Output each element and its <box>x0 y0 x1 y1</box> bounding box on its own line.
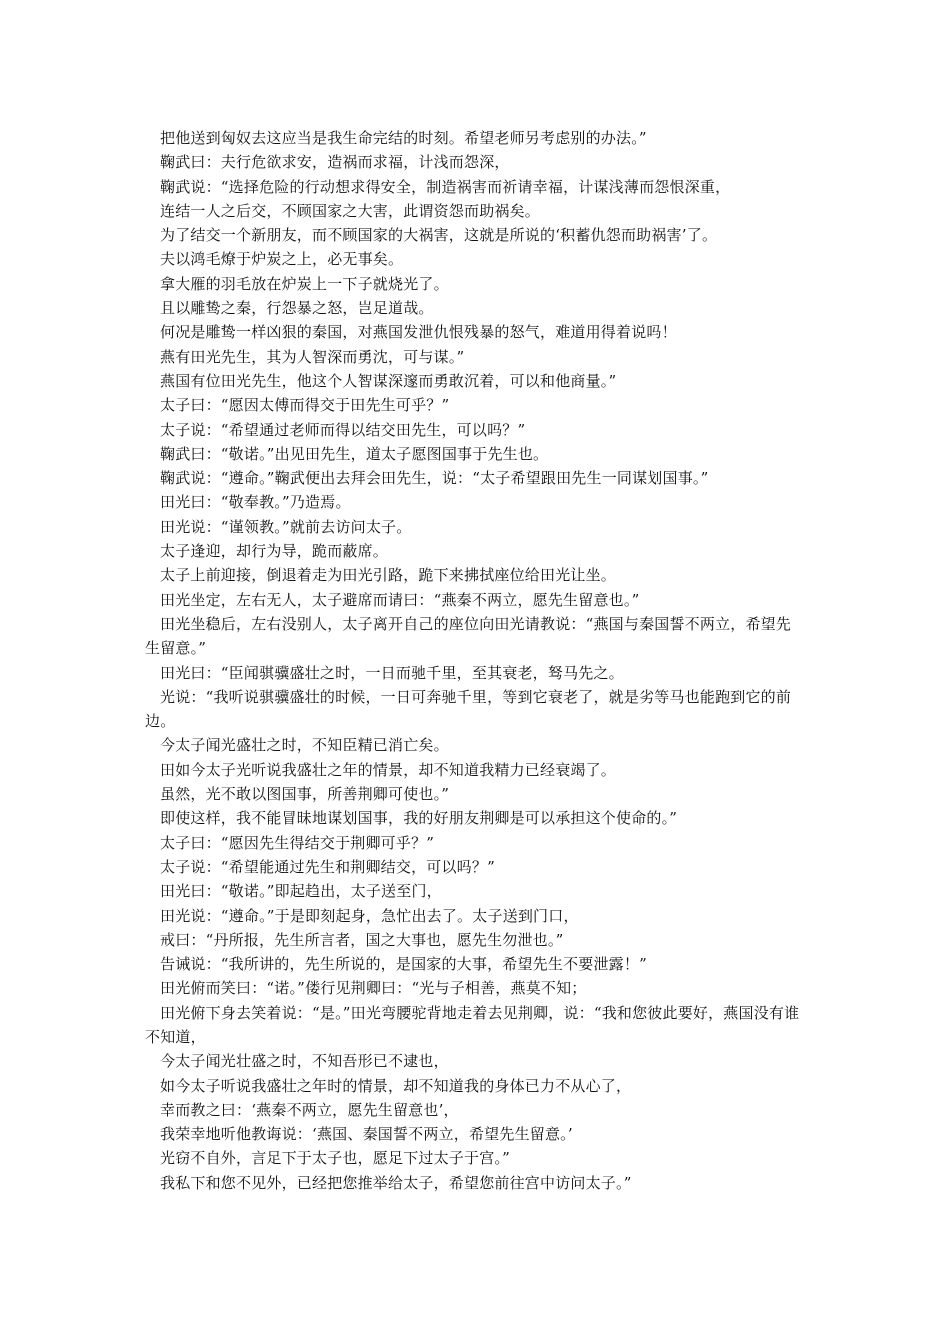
text-line: 太子说：“希望能通过先生和荆卿结交，可以吗？” <box>160 857 495 876</box>
text-line: 幸而教之曰：‘燕秦不两立，愿先生留意也’， <box>160 1100 459 1119</box>
text-line: 今太子闻光壮盛之时，不知吾形已不逮也， <box>160 1052 449 1071</box>
text-line: 我私下和您不见外，已经把您推举给太子，希望您前往宫中访问太子。” <box>160 1173 632 1192</box>
text-line: 田如今太子光听说我盛壮之年的情景，却不知道我精力已经衰竭了。 <box>160 760 617 779</box>
text-line: 把他送到匈奴去这应当是我生命完结的时刻。希望老师另考虑别的办法。” <box>160 129 647 147</box>
text-line: 何况是雕鸷一样凶狠的秦国，对燕国发泄仇恨残暴的怒气，难道用得着说吗！ <box>160 323 677 342</box>
text-line: 田光坐定，左右无人，太子避席而请曰：“燕秦不两立，愿先生留意也。” <box>160 590 640 609</box>
text-line: 鞠武曰：夫行危欲求安，造祸而求福，计浅而怨深， <box>160 153 510 172</box>
text-line: 鞠武曰：“敬诺。”出见田先生，道太子愿图国事于先生也。 <box>160 444 549 463</box>
text-line: 田光曰：“敬奉教。”乃造焉。 <box>160 493 351 512</box>
text-line: 告诫说：“我所讲的，先生所说的，是国家的大事，希望先生不要泄露！” <box>160 955 647 974</box>
text-line: 虽然，光不敢以图国事，所善荆卿可使也。” <box>160 785 450 804</box>
text-line: 光窃不自外，言足下于太子也，愿足下过太子于宫。” <box>160 1149 510 1168</box>
text-line: 燕有田光先生，其为人智深而勇沈，可与谋。” <box>160 347 465 366</box>
text-line: 田光俯而笑曰：“诺。”偻行见荆卿曰：“光与子相善，燕莫不知； <box>160 979 587 998</box>
text-line: 为了结交一个新朋友，而不顾国家的大祸害，这就是所说的‘积蓄仇怨而助祸害’了。 <box>160 226 718 245</box>
text-line: 田光坐稳后，左右没别人，太子离开自己的座位向田光请教说：“燕国与秦国誓不两立，希望先生留意。” <box>145 614 792 658</box>
text-line: 我荣幸地听他教诲说：‘燕国、秦国誓不两立，希望先生留意。’ <box>160 1125 573 1144</box>
text-line: 夫以鸿毛燎于炉炭之上，必无事矣。 <box>160 250 404 269</box>
text-line: 且以雕鸷之秦，行怨暴之怒，岂足道哉。 <box>160 299 434 318</box>
text-line: 田光俯下身去笑着说：“是。”田光弯腰驼背地走着去见荆卿，说：“我和您彼此要好，燕国没有谁不知道， <box>145 1003 800 1046</box>
document-body <box>145 126 805 1195</box>
text-line: 太子逢迎，却行为导，跪而蔽席。 <box>160 542 389 561</box>
text-line: 太子上前迎接，倒退着走为田光引路，跪下来拂拭座位给田光让坐。 <box>160 566 617 585</box>
text-line: 田光曰：“臣闻骐骥盛壮之时，一日而驰千里，至其衰老，驽马先之。 <box>160 663 624 682</box>
text-line: 田光说：“谨领教。”就前去访问太子。 <box>160 517 412 536</box>
text-line: 连结一人之后交，不顾国家之大害，此谓资怨而助祸矣。 <box>160 201 541 220</box>
text-line: 燕国有位田光先生，他这个人智谋深邃而勇敢沉着，可以和他商量。” <box>160 371 617 390</box>
text-line: 太子曰：“愿因先生得结交于荆卿可乎？” <box>160 833 435 852</box>
text-line: 田光曰：“敬诺。”即起趋出，太子送至门， <box>160 882 442 901</box>
text-line: 即使这样，我不能冒昧地谋划国事，我的好朋友荆卿是可以承担这个使命的。” <box>160 809 678 828</box>
text-line: 鞠武说：“遵命。”鞠武便出去拜会田先生，说：“太子希望跟田先生一同谋划国事。” <box>160 469 709 488</box>
text-line: 田光说：“遵命。”于是即刻起身，急忙出去了。太子送到门口， <box>160 906 579 925</box>
text-line: 光说：“我听说骐骥盛壮的时候，一日可奔驰千里，等到它衰老了，就是劣等马也能跑到它的前边。 <box>145 687 792 731</box>
text-line: 戒曰：“丹所报，先生所言者，国之大事也，愿先生勿泄也。” <box>160 930 564 949</box>
text-line: 鞠武说：“选择危险的行动想求得安全，制造祸害而祈请幸福，计谋浅薄而怨恨深重， <box>160 177 731 196</box>
text-line: 拿大雁的羽毛放在炉炭上一下子就烧光了。 <box>160 274 449 293</box>
text-line: 今太子闻光盛壮之时，不知臣精已消亡矣。 <box>160 736 449 755</box>
text-line: 太子说：“希望通过老师而得以结交田先生，可以吗？” <box>160 420 526 439</box>
text-line: 太子曰：“愿因太傅而得交于田先生可乎？” <box>160 396 450 415</box>
text-line: 如今太子听说我盛壮之年时的情景，却不知道我的身体已力不从心了， <box>160 1076 632 1095</box>
